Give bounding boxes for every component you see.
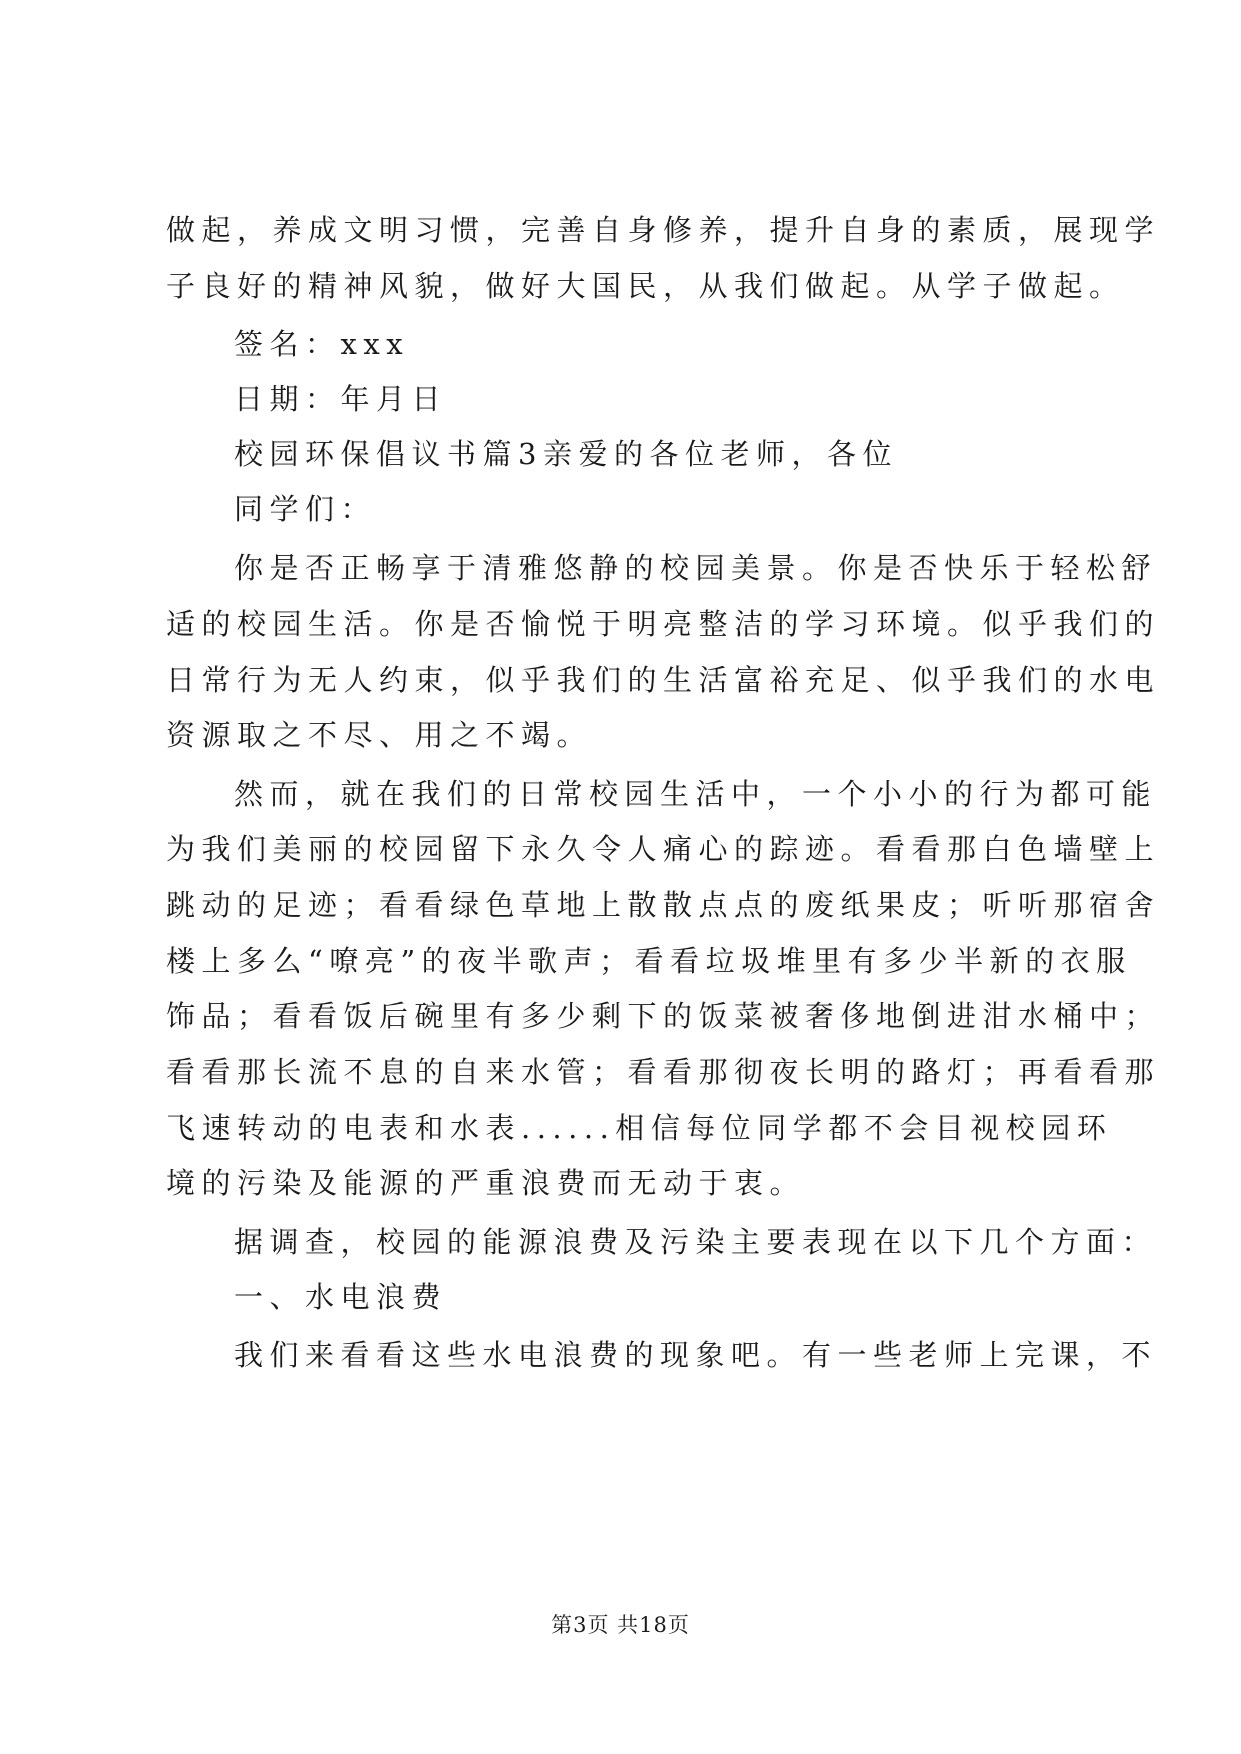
- body-text-line: 饰品；看看饭后碗里有多少剩下的饭菜被奢侈地倒进泔水桶中；: [166, 999, 1161, 1033]
- page-footer: 第3页 共18页: [551, 1613, 690, 1637]
- body-text-line: 子良好的精神风貌，做好大国民，从我们做起。从学子做起。: [166, 269, 1125, 303]
- body-text-line: 你是否正畅享于清雅悠静的校园美景。你是否快乐于轻松舒: [234, 551, 1158, 585]
- body-text-line: 我们来看看这些水电浪费的现象吧。有一些老师上完课，不: [234, 1338, 1158, 1372]
- body-text-line: 跳动的足迹；看看绿色草地上散散点点的废纸果皮；听听那宿舍: [166, 888, 1161, 922]
- section-title-line: 校园环保倡议书篇3亲爱的各位老师，各位: [234, 437, 898, 471]
- body-text-line: 楼上多么“嘹亮”的夜半歌声；看看垃圾堆里有多少半新的衣服: [166, 944, 1132, 978]
- body-text-line: 据调查，校园的能源浪费及污染主要表现在以下几个方面：: [234, 1225, 1158, 1259]
- signature-line: 签名：xxx: [234, 327, 410, 361]
- body-text-line: 适的校园生活。你是否愉悦于明亮整洁的学习环境。似乎我们的: [166, 607, 1161, 641]
- body-text-line: 为我们美丽的校园留下永久令人痛心的踪迹。看看那白色墙壁上: [166, 832, 1161, 866]
- section-heading: 一、水电浪费: [234, 1280, 448, 1314]
- body-text-line: 飞速转动的电表和水表......相信每位同学都不会目视校园环: [166, 1111, 1113, 1145]
- body-text-line: 做起，养成文明习惯，完善自身修养，提升自身的素质，展现学: [166, 213, 1161, 247]
- body-text-line: 资源取之不尽、用之不竭。: [166, 718, 593, 752]
- body-text-line: 看看那长流不息的自来水管；看看那彻夜长明的路灯；再看看那: [166, 1055, 1161, 1089]
- body-text-line: 日常行为无人约束，似乎我们的生活富裕充足、似乎我们的水电: [166, 663, 1161, 697]
- body-text-line: 境的污染及能源的严重浪费而无动于衷。: [166, 1166, 806, 1200]
- date-line: 日期：年月日: [234, 382, 448, 416]
- salutation-line: 同学们：: [234, 492, 377, 526]
- body-text-line: 然而，就在我们的日常校园生活中，一个小小的行为都可能: [234, 777, 1158, 811]
